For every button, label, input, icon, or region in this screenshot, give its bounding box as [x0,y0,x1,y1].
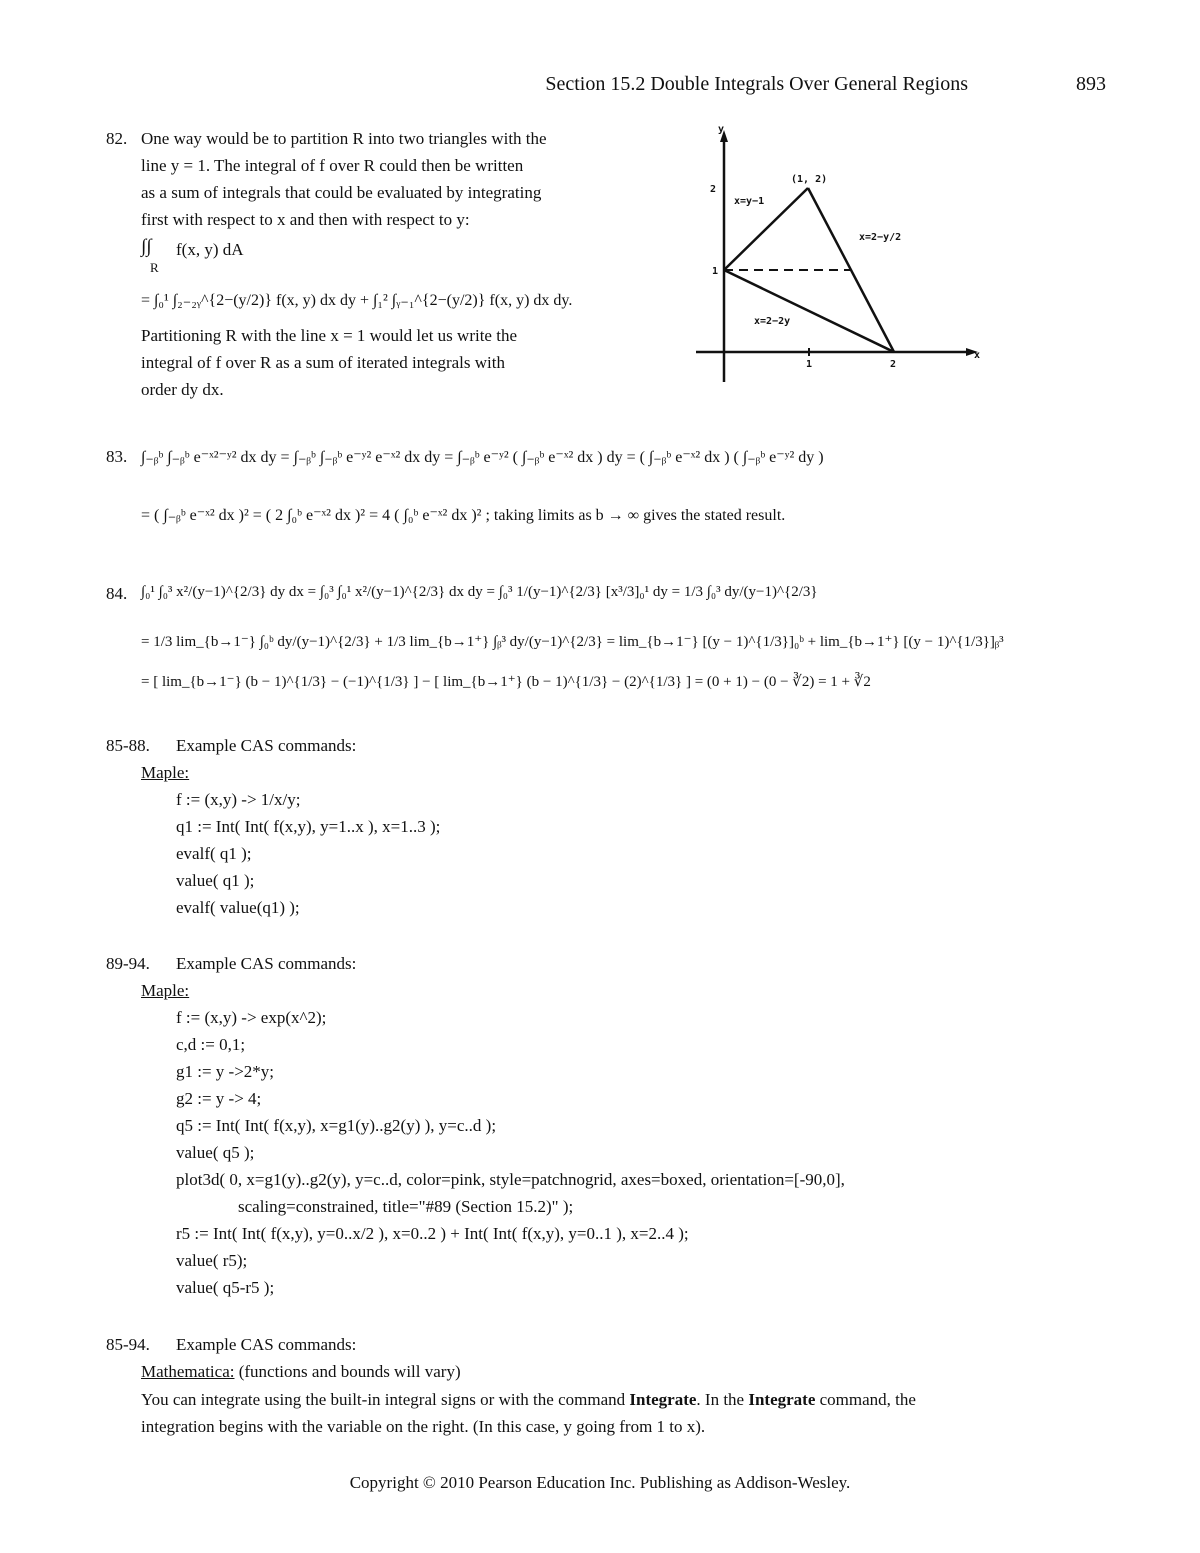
problem-85-94-number: 85-94. [106,1335,150,1354]
problem-85-88-title: Example CAS commands: [176,736,357,755]
line-label-2: x=2−y/2 [859,232,902,243]
double-integral-sign: ∫∫ [141,236,152,257]
mathematica-explanation [141,1386,916,1413]
problem-82-line: line y = 1. The integral of f over R could then be written [141,156,524,175]
page-number: 893 [1076,73,1106,95]
tick-label-y1: 1 [712,266,719,277]
problem-89-94-code [176,1004,845,1301]
section-title: Section 15.2 Double Integrals Over General Regions [545,73,968,95]
code-line: g2 := y -> 4; [176,1089,262,1108]
problem-82-line: order dy dx. [141,380,224,399]
keyword-integrate: Integrate [629,1390,697,1409]
code-line: g1 := y ->2*y; [176,1062,275,1081]
problem-84-line-2: = 1/3 lim_{b→1⁻} ∫₀ᵇ dy/(y−1)^{2/3} + 1/3 lim_{b→1⁺} ∫ᵦ³ dy/(y−1)^{2/3} = lim_{b→1⁻} [(y − 1)^{1/3}]₀ᵇ + lim_{b→1⁺} [(y − 1)^{1/3}]ᵦ³ [141,634,1004,650]
problem-85-88-number: 85-88. [106,736,150,755]
code-line: f := (x,y) -> exp(x^2); [176,1008,327,1027]
vertex-label: (1, 2) [791,174,828,185]
problem-83-number: 83. [106,447,128,466]
problem-82-after [141,322,517,403]
problem-82-text [141,125,547,233]
edge-x-eq-2-minus-2y [724,270,894,352]
y-axis-label: y [718,124,725,135]
problem-83-line-2: = ( ∫₋ᵦᵇ e⁻ˣ² dx )² = ( 2 ∫₀ᵇ e⁻ˣ² dx )² = 4 ( ∫₀ᵇ e⁻ˣ² dx )² ; taking limits as b → ∞ gives the stated result. [141,507,786,524]
problem-85-88-code [176,786,440,921]
mathematica-explanation-2: integration begins with the variable on the right. (In this case, y going from 1 to x). [141,1417,706,1436]
language-note: (functions and bounds will vary) [234,1362,461,1381]
code-line: evalf( q1 ); [176,844,252,863]
code-line: c,d := 0,1; [176,1035,246,1054]
problem-85-88-language: Maple: [141,763,190,782]
code-line: evalf( value(q1) ); [176,898,300,917]
text-run: You can integrate using the built-in integral signs or with the command [141,1390,630,1409]
problem-83-line-1: ∫₋ᵦᵇ ∫₋ᵦᵇ e⁻ˣ²⁻ʸ² dx dy = ∫₋ᵦᵇ ∫₋ᵦᵇ e⁻ʸ² e⁻ˣ² dx dy = ∫₋ᵦᵇ e⁻ʸ² ( ∫₋ᵦᵇ e⁻ˣ² dx ) dy = ( ∫₋ᵦᵇ e⁻ˣ² dx ) ( ∫₋ᵦᵇ e⁻ʸ² dy ) [141,449,824,466]
text-run: command, the [815,1390,916,1409]
code-line: scaling=constrained, title="#89 (Section 15.2)" ); [238,1197,574,1216]
problem-84-line-3: = [ lim_{b→1⁻} (b − 1)^{1/3} − (−1)^{1/3} ] − [ lim_{b→1⁺} (b − 1)^{1/3} − (2)^{1/3} ] = (0 + 1) − (0 − ∛2) = 1 + ∛2 [141,674,871,690]
problem-82-equation: = ∫₀¹ ∫₂₋₂ᵧ^{2−(y/2)} f(x, y) dx dy + ∫₁² ∫ᵧ₋₁^{2−(y/2)} f(x, y) dx dy. [141,292,573,309]
tick-label-x1: 1 [806,359,813,370]
code-line: value( q5 ); [176,1143,255,1162]
problem-85-94-language-line [141,1358,461,1385]
line-label-3: x=2−2y [754,316,791,327]
problem-89-94-number: 89-94. [106,954,150,973]
code-line: value( q5-r5 ); [176,1278,275,1297]
tick-label-x2: 2 [890,359,897,370]
keyword-integrate: Integrate [748,1390,816,1409]
tick-label-y2: 2 [710,184,717,195]
code-line: value( r5); [176,1251,248,1270]
region-label: R [150,260,159,275]
problem-82-line: Partitioning R with the line x = 1 would let us write the [141,326,517,345]
problem-85-94-language: Mathematica: [141,1362,235,1381]
problem-89-94-language: Maple: [141,981,190,1000]
x-axis-label: x [974,350,981,361]
problem-84-line-1: ∫₀¹ ∫₀³ x²/(y−1)^{2/3} dy dx = ∫₀³ ∫₀¹ x²/(y−1)^{2/3} dx dy = ∫₀³ 1/(y−1)^{2/3} [x³/3]₀¹ dy = 1/3 ∫₀³ dy/(y−1)^{2/3} [141,584,818,600]
code-line: q5 := Int( Int( f(x,y), x=g1(y)..g2(y) ), y=c..d ); [176,1116,497,1135]
text-run: . In the [696,1390,749,1409]
code-line: r5 := Int( Int( f(x,y), y=0..x/2 ), x=0..2 ) + Int( Int( f(x,y), y=0..1 ), x=2..4 ); [176,1224,689,1243]
code-line: plot3d( 0, x=g1(y)..g2(y), y=c..d, color=pink, style=patchnogrid, axes=boxed, orientation=[-90,0], [176,1170,845,1189]
code-line: q1 := Int( Int( f(x,y), y=1..x ), x=1..3 ); [176,817,441,836]
problem-89-94-title: Example CAS commands: [176,954,357,973]
region-figure [696,120,986,390]
problem-82-line: integral of f over R as a sum of iterated integrals with [141,353,505,372]
double-integral-integrand: f(x, y) dA [176,240,244,259]
problem-82-line: as a sum of integrals that could be evaluated by integrating [141,183,542,202]
problem-82-line: One way would be to partition R into two triangles with the [141,129,547,148]
line-label-1: x=y−1 [734,196,765,207]
code-line: f := (x,y) -> 1/x/y; [176,790,301,809]
problem-85-94-title: Example CAS commands: [176,1335,357,1354]
code-line: value( q1 ); [176,871,255,890]
problem-84-number: 84. [106,584,128,603]
copyright-footer: Copyright © 2010 Pearson Education Inc. Publishing as Addison-Wesley. [349,1473,851,1492]
problem-82-number: 82. [106,129,128,148]
problem-82-line: first with respect to x and then with respect to y: [141,210,470,229]
